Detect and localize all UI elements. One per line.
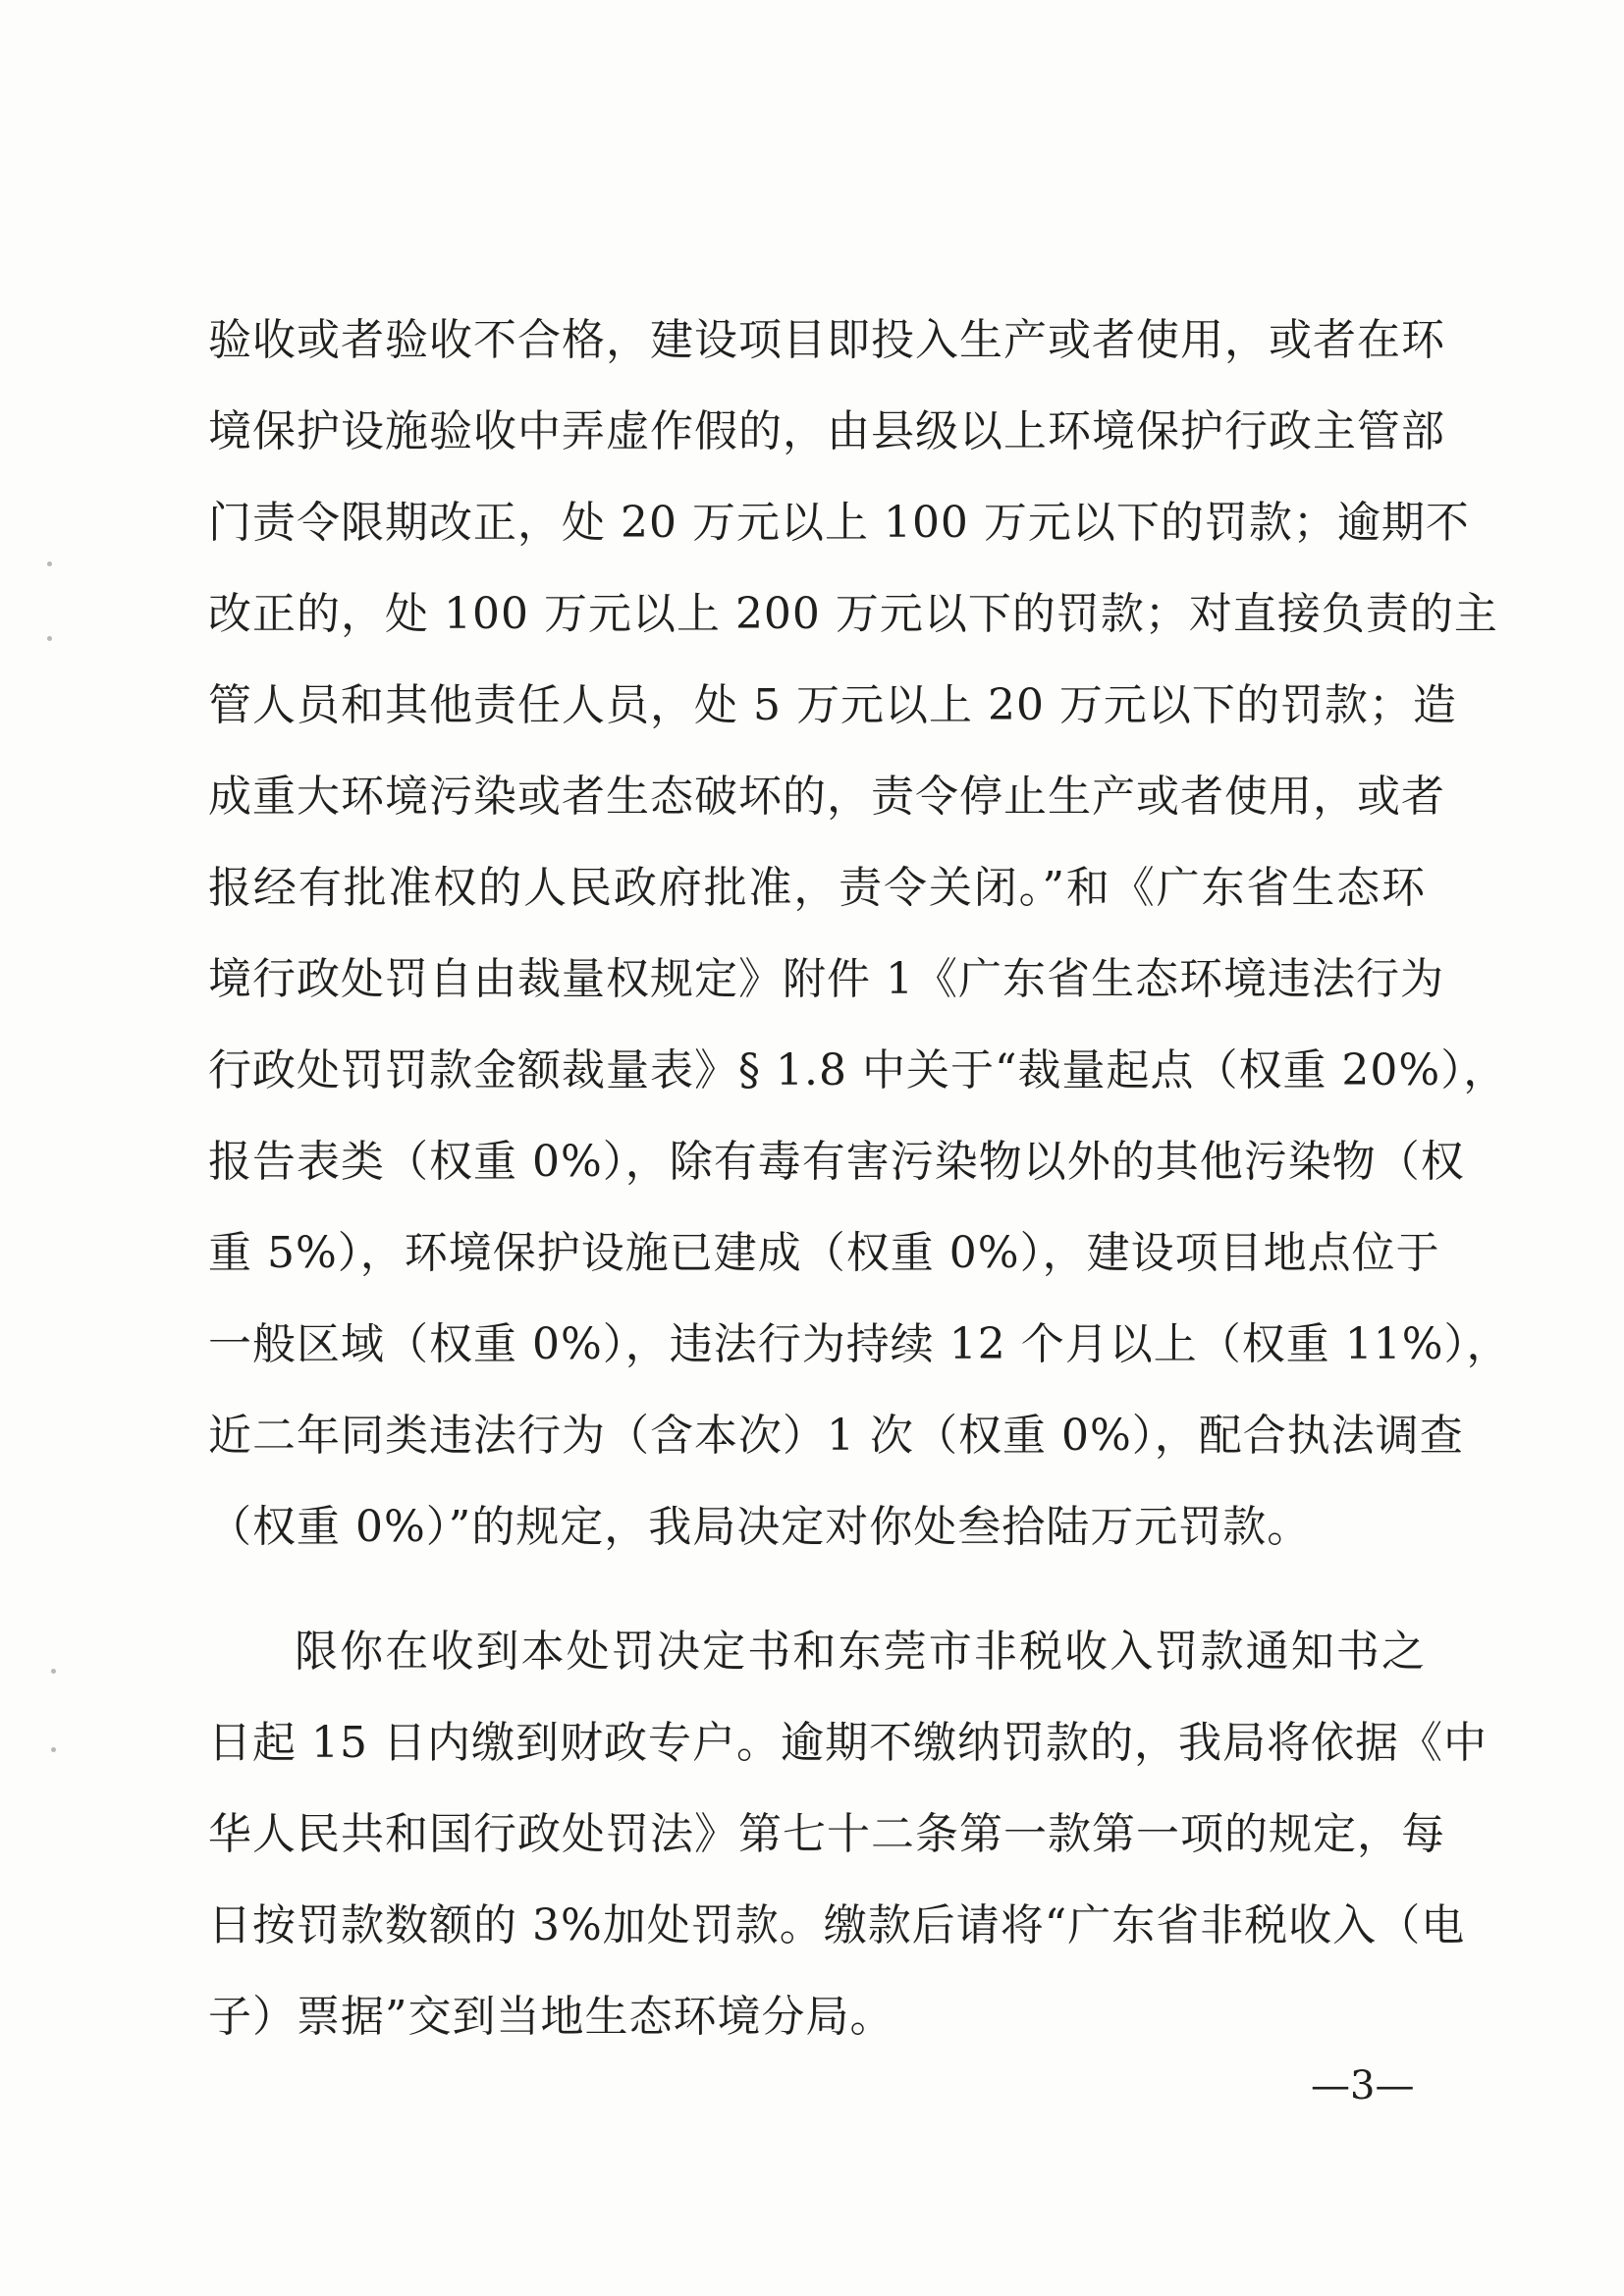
text-line: 境保护设施验收中弄虚作假的，由县级以上环境保护行政主管部 (208, 406, 1445, 456)
text-line: （权重 0%）”的规定，我局决定对你处叁拾陆万元罚款。 (208, 1502, 1312, 1552)
text-line: 限你在收到本处罚决定书和东莞市非税收入罚款通知书之 (295, 1627, 1426, 1677)
text-line: 门责令限期改正，处 20 万元以上 100 万元以下的罚款；逾期不 (208, 498, 1470, 548)
text-line: 日起 15 日内缴到财政专户。逾期不缴纳罚款的，我局将依据《中 (208, 1718, 1488, 1768)
text-line: 一般区域（权重 0%），违法行为持续 12 个月以上（权重 11%）， (208, 1319, 1511, 1369)
paragraph-2 (208, 1606, 1488, 2062)
body-text (208, 294, 1511, 2062)
text-line: 改正的，处 100 万元以上 200 万元以下的罚款；对直接负责的主 (208, 589, 1498, 639)
text-line: 境行政处罚自由裁量权规定》附件 1《广东省生态环境违法行为 (208, 954, 1444, 1004)
page-number: —3— (1311, 2063, 1415, 2109)
text-line: 成重大环境污染或者生态破坏的，责令停止生产或者使用，或者 (208, 772, 1445, 822)
text-line: 近二年同类违法行为（含本次）1 次（权重 0%），配合执法调查 (208, 1411, 1464, 1461)
text-line: 报告表类（权重 0%），除有毒有害污染物以外的其他污染物（权 (208, 1137, 1465, 1187)
text-line: 行政处罚罚款金额裁量表》§ 1.8 中关于“裁量起点（权重 20%）， (208, 1045, 1508, 1095)
scan-speck (51, 1747, 56, 1752)
text-line: 日按罚款数额的 3%加处罚款。缴款后请将“广东省非税收入（电 (208, 1900, 1466, 1950)
text-line: 管人员和其他责任人员，处 5 万元以上 20 万元以下的罚款；造 (208, 680, 1457, 730)
text-line: 报经有批准权的人民政府批准，责令关闭。”和《广东省生态环 (208, 863, 1426, 913)
text-line: 验收或者验收不合格，建设项目即投入生产或者使用，或者在环 (208, 315, 1445, 365)
scan-speck (47, 636, 52, 641)
scan-speck (47, 561, 52, 566)
paragraph-1 (208, 294, 1511, 1573)
text-line: 华人民共和国行政处罚法》第七十二条第一款第一项的规定，每 (208, 1809, 1445, 1859)
paragraph-gap (208, 1573, 1426, 1606)
text-line: 子）票据”交到当地生态环境分局。 (208, 1992, 894, 2042)
scan-speck (51, 1669, 56, 1674)
text-line: 重 5%），环境保护设施已建成（权重 0%），建设项目地点位于 (208, 1228, 1440, 1278)
